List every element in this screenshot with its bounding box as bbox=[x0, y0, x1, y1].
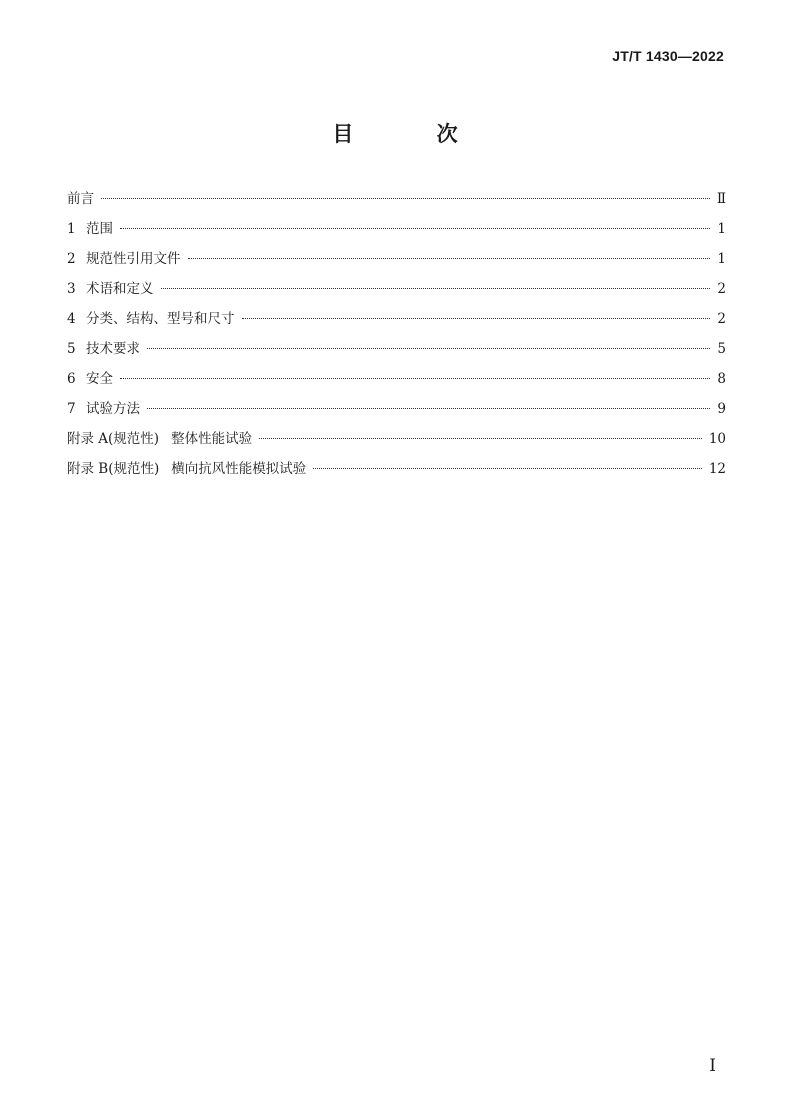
toc-entry-test-methods[interactable] bbox=[67, 394, 726, 424]
dot-leader bbox=[161, 288, 711, 289]
page-title: 目 次 bbox=[332, 122, 496, 146]
toc-entry-label: 术语和定义 bbox=[86, 281, 154, 297]
toc-entry-label: 横向抗风性能模拟试验 bbox=[171, 461, 307, 477]
toc-entry-annex-label: 附录 B(规范性) bbox=[67, 461, 160, 477]
toc-page-number: 5 bbox=[717, 341, 726, 357]
toc-entry-label: 范围 bbox=[86, 221, 113, 237]
toc-entry-technical-requirements[interactable] bbox=[67, 334, 726, 364]
toc-entry-label: 技术要求 bbox=[86, 341, 140, 357]
toc-page-number: 8 bbox=[717, 371, 726, 387]
toc-page-number: 1 bbox=[717, 251, 726, 267]
toc-page-number: Ⅱ bbox=[716, 191, 726, 207]
toc-page-number: 2 bbox=[717, 281, 726, 297]
toc-entry-annex-label: 附录 A(规范性) bbox=[67, 431, 160, 447]
toc-entry-label: 规范性引用文件 bbox=[86, 251, 181, 267]
toc-entry-label: 安全 bbox=[86, 371, 113, 387]
toc-entry-number: 6 bbox=[67, 371, 76, 387]
toc-entry-normative-references[interactable] bbox=[67, 244, 726, 274]
dot-leader bbox=[188, 258, 711, 259]
toc-entry-label: 整体性能试验 bbox=[171, 431, 253, 447]
toc-entry-foreword[interactable] bbox=[67, 184, 726, 214]
toc-entry-label: 试验方法 bbox=[86, 401, 140, 417]
toc-page-number: 2 bbox=[717, 311, 726, 327]
table-of-contents bbox=[67, 184, 726, 484]
dot-leader bbox=[147, 348, 710, 349]
toc-page-number: 10 bbox=[708, 431, 726, 447]
dot-leader bbox=[147, 408, 710, 409]
dot-leader bbox=[242, 318, 711, 319]
toc-entry-number: 4 bbox=[67, 311, 76, 327]
page-folio: I bbox=[709, 1056, 716, 1076]
toc-entry-number: 2 bbox=[67, 251, 76, 267]
toc-entry-label: 分类、结构、型号和尺寸 bbox=[86, 311, 235, 327]
toc-page-number: 12 bbox=[708, 461, 726, 477]
dot-leader bbox=[313, 468, 702, 469]
toc-entry-annex-b[interactable] bbox=[67, 454, 726, 484]
dot-leader bbox=[120, 228, 710, 229]
toc-entry-annex-a[interactable] bbox=[67, 424, 726, 454]
toc-entry-number: 5 bbox=[67, 341, 76, 357]
toc-entry-number: 3 bbox=[67, 281, 76, 297]
toc-entry-classification[interactable] bbox=[67, 304, 726, 334]
toc-page-number: 9 bbox=[717, 401, 726, 417]
toc-page-number: 1 bbox=[717, 221, 726, 237]
toc-entry-label: 前言 bbox=[67, 191, 94, 207]
dot-leader bbox=[259, 438, 702, 439]
standard-number: JT/T 1430—2022 bbox=[612, 48, 724, 64]
dot-leader bbox=[101, 198, 710, 199]
dot-leader bbox=[120, 378, 710, 379]
toc-entry-safety[interactable] bbox=[67, 364, 726, 394]
toc-entry-scope[interactable] bbox=[67, 214, 726, 244]
toc-entry-number: 1 bbox=[67, 221, 76, 237]
toc-entry-terms-definitions[interactable] bbox=[67, 274, 726, 304]
toc-entry-number: 7 bbox=[67, 401, 76, 417]
